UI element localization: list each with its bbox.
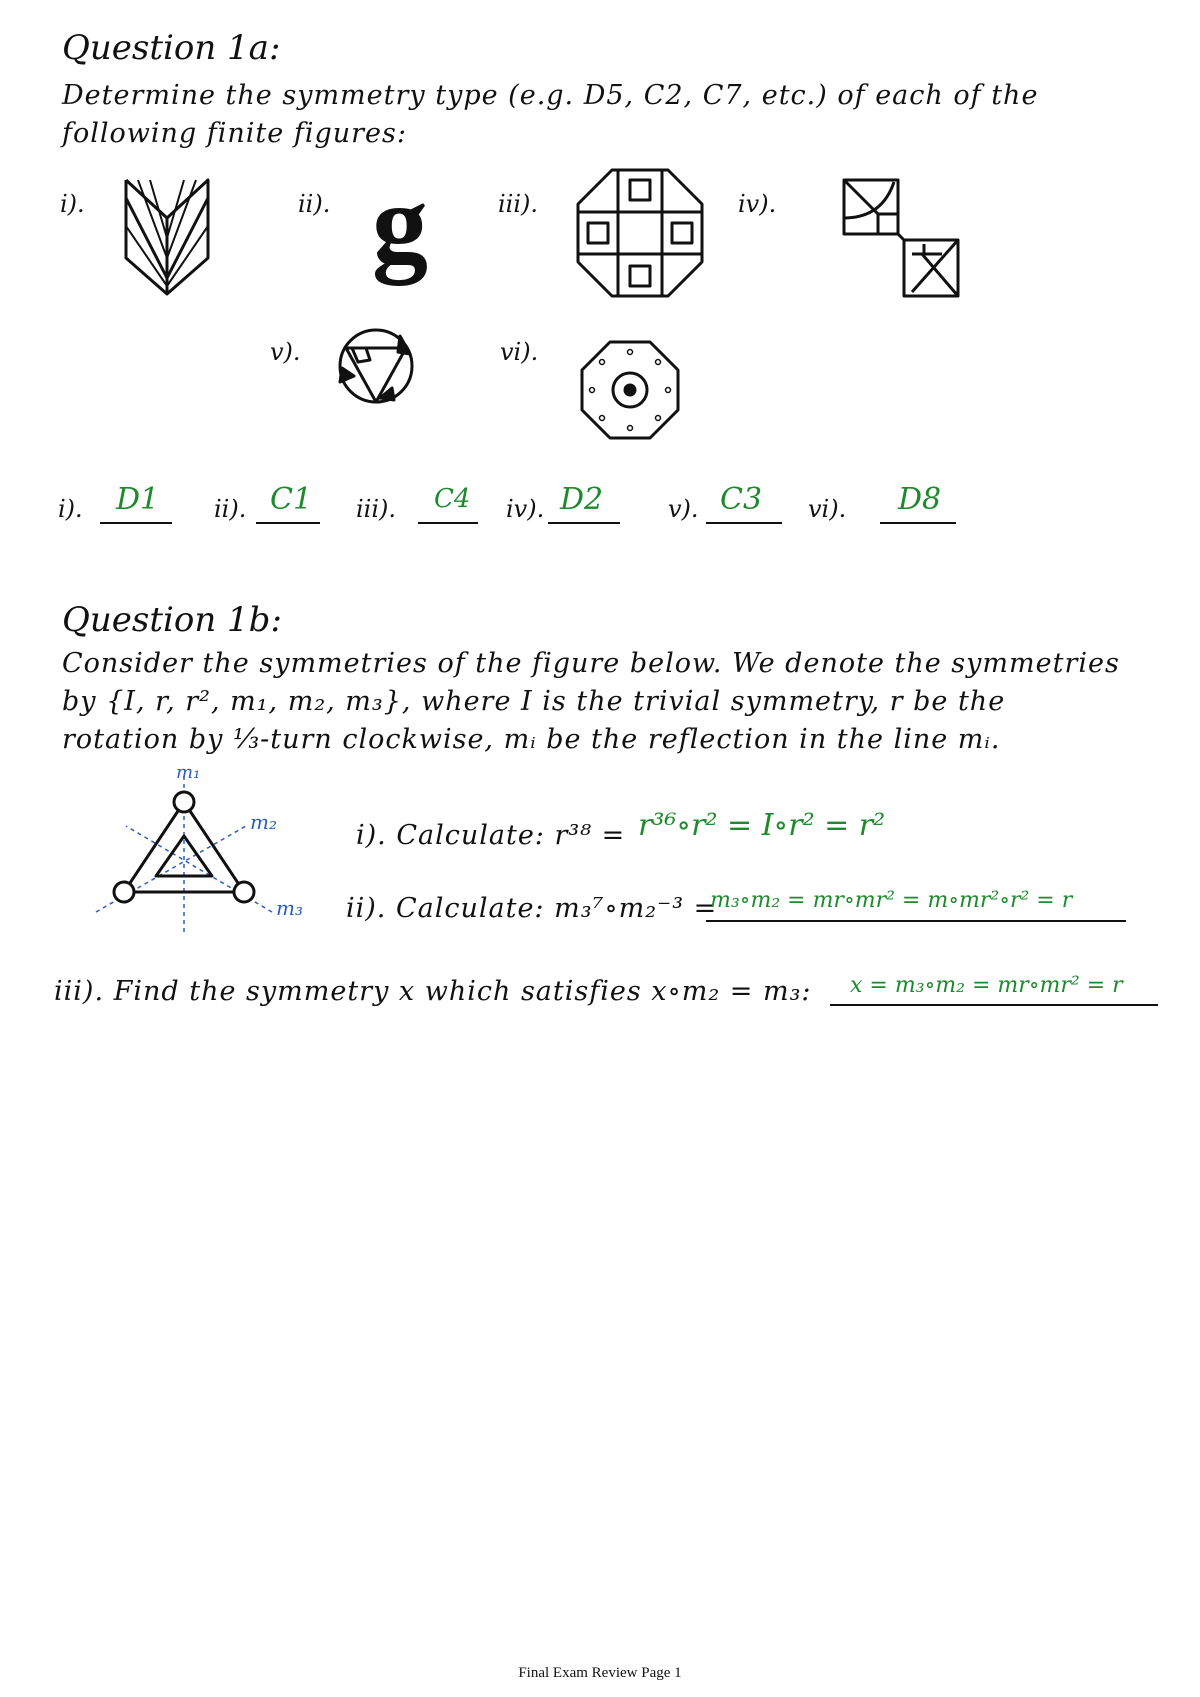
part-i-answer: r³⁶∘r² = I∘r² = r²: [638, 808, 886, 843]
figure-v-circle-triangle: [336, 326, 416, 406]
part-iii-answer: x = m₃∘m₂ = mr∘mr² = r: [850, 973, 1123, 998]
answer-label-ii: ii).: [214, 495, 247, 523]
figure-label-i: i).: [60, 190, 85, 218]
q1a-prompt-line2: following finite figures:: [62, 118, 407, 149]
diagram-label-m1: m₁: [176, 762, 201, 783]
answer-vi-underline: [880, 522, 956, 524]
figure-iv-squares: [842, 178, 962, 300]
diagram-label-m3: m₃: [276, 896, 303, 920]
answer-label-vi: vi).: [808, 495, 847, 523]
q1a-prompt-line1: Determine the symmetry type (e.g. D5, C2, C7, etc.) of each of the: [62, 80, 1039, 111]
figure-i-chevron: [122, 178, 212, 298]
figure-label-vi: vi).: [500, 338, 539, 366]
figure-label-iv: iv).: [738, 190, 777, 218]
answer-label-i: i).: [58, 495, 83, 523]
part-iii-prompt: iii). Find the symmetry x which satisfies x∘m₂ = m₃:: [54, 976, 812, 1007]
part-ii-underline: [706, 920, 1126, 922]
answer-iii-underline: [418, 522, 478, 524]
answer-label-v: v).: [668, 495, 699, 523]
q1b-prompt-line3: rotation by ⅓-turn clockwise, mᵢ be the reflection in the line mᵢ.: [62, 724, 1001, 755]
part-iii-underline: [830, 1004, 1158, 1006]
diagram-label-m2: m₂: [250, 810, 277, 834]
part-i-prompt: i). Calculate: r³⁸ =: [356, 820, 626, 851]
q1b-prompt-line1: Consider the symmetries of the figure below. We denote the symmetries: [62, 648, 1120, 679]
answer-vi: D8: [898, 482, 942, 517]
page-footer: Final Exam Review Page 1: [518, 1665, 682, 1681]
part-ii-answer: m₃∘m₂ = mr∘mr² = m∘mr²∘r² = r: [710, 888, 1073, 913]
answer-iii: C4: [434, 484, 471, 514]
q1b-title: Question 1b:: [62, 600, 282, 640]
figure-label-iii: iii).: [498, 190, 539, 218]
figure-iii-octagon: [576, 168, 704, 298]
answer-label-iv: iv).: [506, 495, 545, 523]
q1a-title: Question 1a:: [62, 28, 281, 68]
figure-label-ii: ii).: [298, 190, 331, 218]
figure-label-v: v).: [270, 338, 301, 366]
q1b-prompt-line2: by {I, r, r², m₁, m₂, m₃}, where I is the trivial symmetry, r be the: [62, 686, 1006, 717]
answer-v-underline: [706, 522, 782, 524]
part-ii-prompt: ii). Calculate: m₃⁷∘m₂⁻³ =: [346, 893, 718, 924]
answer-label-iii: iii).: [356, 495, 397, 523]
answer-iv: D2: [560, 482, 604, 517]
answer-ii: C1: [270, 482, 313, 517]
answer-ii-underline: [256, 522, 320, 524]
answer-iv-underline: [548, 522, 620, 524]
answer-v: C3: [720, 482, 763, 517]
answer-i: D1: [116, 482, 160, 517]
figure-vi-octagon-dots: [580, 340, 680, 440]
answer-i-underline: [100, 522, 172, 524]
figure-ii-letter-g: g: [372, 162, 428, 286]
triangle-symmetry-diagram: [96, 776, 296, 936]
